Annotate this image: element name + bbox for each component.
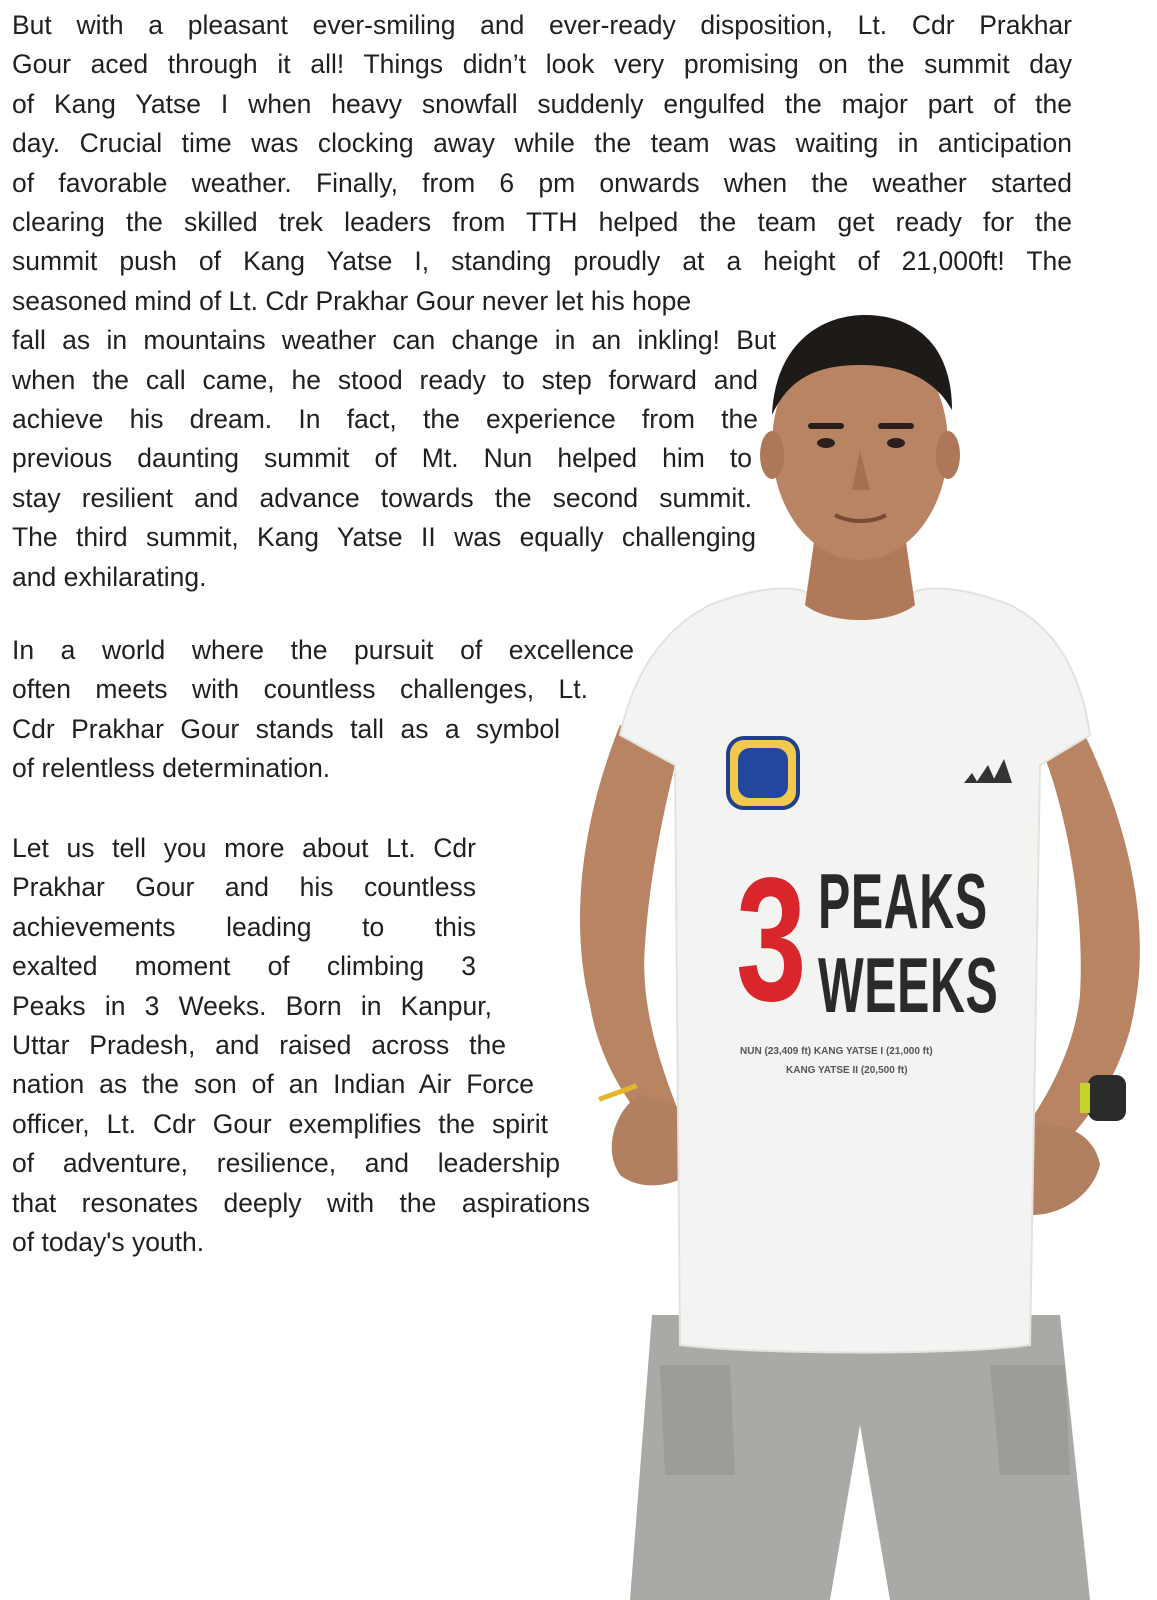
shirt-number: 3 xyxy=(736,842,807,1038)
text-line: But with a pleasant ever-smiling and ever-ready disposition, Lt. Cdr Prakhar xyxy=(12,10,1072,40)
text-line: Peaks in 3 Weeks. Born in Kanpur, xyxy=(12,990,492,1021)
shirt-print xyxy=(736,842,1036,1100)
text-line: summit push of Kang Yatse I, standing proudly at a height of 21,000ft! The xyxy=(12,246,1072,277)
text-line: achieve his dream. In fact, the experience from the xyxy=(12,404,758,435)
text-line: Gour aced through it all! Things didn’t look very promising on the summit day xyxy=(12,49,1072,80)
shirt-text-weeks: WEEKS xyxy=(818,941,999,1029)
text-line: and exhilarating. xyxy=(12,561,207,592)
text-line: of favorable weather. Finally, from 6 pm onwards when the weather started xyxy=(12,167,1072,198)
navy-crest-logo xyxy=(726,736,800,810)
text-line: The third summit, Kang Yatse II was equally challenging xyxy=(12,522,756,553)
text-line: exalted moment of climbing 3 xyxy=(12,951,476,982)
text-line: Let us tell you more about Lt. Cdr xyxy=(12,833,476,863)
text-line: Cdr Prakhar Gour stands tall as a symbol xyxy=(12,713,560,744)
text-line: officer, Lt. Cdr Gour exemplifies the spirit xyxy=(12,1108,548,1139)
text-line: fall as in mountains weather can change in an inkling! But xyxy=(12,325,776,356)
text-line: of relentless determination. xyxy=(12,753,331,784)
text-line: seasoned mind of Lt. Cdr Prakhar Gour never let his hope xyxy=(12,285,692,316)
text-line: when the call came, he stood ready to step forward and xyxy=(12,364,758,395)
text-line: day. Crucial time was clocking away while the team was waiting in anticipation xyxy=(12,128,1072,159)
text-line: of today's youth. xyxy=(12,1227,205,1258)
text-line: Uttar Pradesh, and raised across the xyxy=(12,1030,506,1061)
shirt-peaks-list-1: NUN (23,409 ft) KANG YATSE I (21,000 ft) xyxy=(740,1046,933,1057)
brand-stripes-logo xyxy=(960,757,1012,787)
text-line: In a world where the pursuit of excellence xyxy=(12,635,634,665)
paragraph-3 xyxy=(12,829,590,1262)
text-line: clearing the skilled trek leaders from TTH helped the team get ready for the xyxy=(12,207,1072,238)
text-line: that resonates deeply with the aspirations xyxy=(12,1187,590,1218)
text-line: previous daunting summit of Mt. Nun helped him to xyxy=(12,443,752,474)
text-line: Prakhar Gour and his countless xyxy=(12,872,476,903)
shirt-peaks-list-2: KANG YATSE II (20,500 ft) xyxy=(786,1065,908,1076)
shirt-text-peaks: PEAKS xyxy=(818,857,988,945)
text-line: achievements leading to this xyxy=(12,911,476,942)
text-line: of adventure, resilience, and leadership xyxy=(12,1148,560,1179)
text-line: nation as the son of an Indian Air Force xyxy=(12,1069,534,1100)
text-line: stay resilient and advance towards the second summit. xyxy=(12,482,752,513)
text-line: often meets with countless challenges, Lt. xyxy=(12,674,588,705)
text-line: of Kang Yatse I when heavy snowfall suddenly engulfed the major part of the xyxy=(12,88,1072,119)
paragraph-2 xyxy=(12,631,634,789)
